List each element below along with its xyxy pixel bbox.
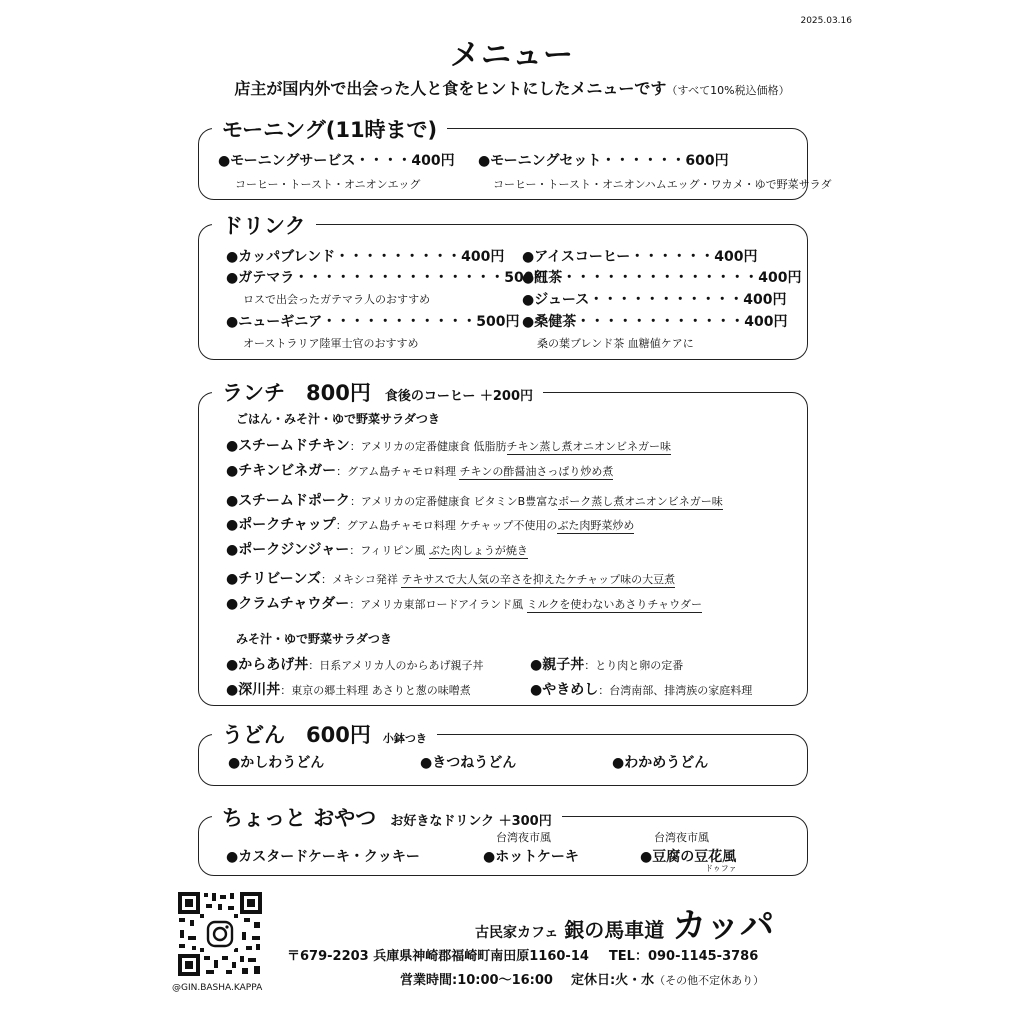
lunch-item-name: ●クラムチャウダー bbox=[226, 596, 350, 612]
lunch-item-name: ●ポークチャップ bbox=[226, 517, 336, 533]
lunch-item bbox=[226, 568, 675, 588]
drink-item: ●ガテマラ・・・・・・・・・・・・・・・500円 bbox=[226, 270, 548, 286]
udon-heading-title: うどん 600円 bbox=[222, 723, 371, 747]
lunch-item-dish: ぶた肉しょうが焼き bbox=[428, 544, 528, 557]
lunch-item-dish: ポーク蒸し煮オニオンビネガー味 bbox=[558, 495, 723, 508]
lunch-item bbox=[226, 539, 528, 559]
morning-item-desc: コーヒー・トースト・オニオンエッグ bbox=[235, 178, 421, 191]
lunch-item bbox=[530, 679, 752, 699]
menu-date: 2025.03.16 bbox=[800, 16, 852, 26]
shop-name bbox=[475, 898, 774, 947]
morning-heading: モーニング(11時まで) bbox=[212, 114, 447, 144]
lunch-item-name: ●からあげ丼 bbox=[226, 657, 309, 673]
shop-address-line bbox=[287, 945, 758, 964]
lunch-item-desc: ：アメリカの定番健康食 低脂肪 bbox=[349, 440, 507, 453]
snack-heading bbox=[212, 802, 562, 832]
drink-item: ●カッパブレンド・・・・・・・・・400円 bbox=[226, 249, 505, 265]
lunch-item bbox=[226, 679, 471, 699]
udon-heading bbox=[212, 719, 437, 749]
page-title: メニュー bbox=[450, 38, 574, 73]
udon-item: ●きつねうどん bbox=[420, 755, 517, 771]
lunch-item-desc: ：アメリカ東部ロードアイランド風 bbox=[349, 598, 527, 611]
snack-item-ruby: ドゥファ bbox=[705, 864, 737, 873]
shop-closed-note: （その他不定休あり） bbox=[654, 974, 765, 987]
lunch-item-name: ●ポークジンジャー bbox=[226, 542, 350, 558]
shop-main-name: 銀の馬車道 bbox=[564, 918, 665, 942]
subtitle-tax-note: （すべて10%税込価格） bbox=[666, 84, 790, 97]
snack-item-origin: 台湾夜市風 bbox=[654, 831, 709, 844]
lunch-heading-title: ランチ 800円 bbox=[222, 381, 371, 405]
morning-item: ●モーニングセット・・・・・・600円 bbox=[478, 153, 729, 169]
morning-item-desc: コーヒー・トースト・オニオンハムエッグ・ワカメ・ゆで野菜サラダ bbox=[493, 178, 832, 191]
lunch-item bbox=[530, 654, 683, 674]
shop-prefix: 古民家カフェ bbox=[475, 925, 559, 941]
lunch-item-desc: ：台湾南部、排湾族の家庭料理 bbox=[598, 684, 753, 697]
shop-hours: 営業時間:10:00～16:00 bbox=[400, 973, 553, 988]
drink-item-desc: ロスで出会ったガテマラ人のおすすめ bbox=[243, 293, 431, 306]
lunch-group2-note: みそ汁・ゆで野菜サラダつき bbox=[236, 632, 392, 646]
drink-item: ●紅茶・・・・・・・・・・・・・・400円 bbox=[522, 270, 802, 286]
lunch-item-desc: ：日系アメリカ人のからあげ親子丼 bbox=[308, 659, 484, 672]
snack-item-origin: 台湾夜市風 bbox=[496, 831, 551, 844]
drink-item-desc: オーストラリア陸軍士官のおすすめ bbox=[243, 337, 419, 350]
lunch-item-desc: ：フィリピン風 bbox=[349, 544, 429, 557]
snack-item: ●豆腐の豆花風 bbox=[640, 849, 737, 865]
instagram-handle[interactable]: @GIN.BASHA.KAPPA bbox=[172, 983, 263, 993]
drink-heading: ドリンク bbox=[212, 210, 316, 240]
drink-item: ●桑健茶・・・・・・・・・・・・400円 bbox=[522, 314, 788, 330]
shop-brand: カッパ bbox=[672, 906, 774, 946]
lunch-item-name: ●スチームドチキン bbox=[226, 438, 350, 454]
lunch-item-desc: ：東京の郷土料理 あさりと葱の味噌煮 bbox=[280, 684, 471, 697]
instagram-qr-code[interactable] bbox=[176, 890, 264, 978]
lunch-item-dish: チキン蒸し煮オニオンビネガー味 bbox=[506, 440, 671, 453]
lunch-item-name: ●チキンビネガー bbox=[226, 463, 337, 479]
lunch-item-dish: ぶた肉野菜炒め bbox=[557, 519, 635, 532]
lunch-item-dish: ミルクを使わないあさりチャウダー bbox=[526, 598, 702, 611]
snack-item: ●カスタードケーキ・クッキー bbox=[226, 849, 420, 865]
udon-item: ●わかめうどん bbox=[612, 755, 709, 771]
shop-closed: 定休日:火・水 bbox=[570, 973, 655, 988]
lunch-item bbox=[226, 435, 671, 455]
lunch-item-name: ●やきめし bbox=[530, 682, 599, 698]
snack-heading-note: お好きなドリンク ＋300円 bbox=[390, 814, 552, 829]
page-subtitle bbox=[0, 76, 1024, 99]
lunch-item-name: ●チリビーンズ bbox=[226, 571, 321, 587]
udon-heading-note: 小鉢つき bbox=[382, 732, 427, 745]
lunch-item-dish: テキサスで大人気の辛さを抑えたケチャップ味の大豆煮 bbox=[401, 573, 676, 586]
lunch-heading bbox=[212, 377, 543, 407]
lunch-item-dish: チキンの酢醤油さっぱり炒め煮 bbox=[459, 465, 614, 478]
lunch-item bbox=[226, 490, 723, 510]
drink-item: ●ニューギニア・・・・・・・・・・・500円 bbox=[226, 314, 520, 330]
subtitle-text: 店主が国内外で出会った人と食をヒントにしたメニューです bbox=[234, 79, 667, 98]
morning-item: ●モーニングサービス・・・・400円 bbox=[218, 153, 455, 169]
shop-hours-line bbox=[400, 969, 764, 988]
lunch-item-desc: ：とり肉と卵の定番 bbox=[584, 659, 684, 672]
drink-item: ●ジュース・・・・・・・・・・・400円 bbox=[522, 292, 787, 308]
lunch-group1-note: ごはん・みそ汁・ゆで野菜サラダつき bbox=[236, 412, 440, 426]
lunch-item-desc: ：グアム島チャモロ料理 bbox=[336, 465, 460, 478]
shop-address: 〒679-2203 兵庫県神崎郡福崎町南田原1160-14 bbox=[287, 949, 589, 964]
lunch-item-name: ●スチームドポーク bbox=[226, 493, 350, 509]
lunch-item bbox=[226, 654, 483, 674]
udon-item: ●かしわうどん bbox=[228, 755, 325, 771]
snack-heading-title: ちょっと おやつ bbox=[222, 806, 377, 830]
lunch-item bbox=[226, 514, 634, 534]
lunch-item bbox=[226, 593, 702, 613]
lunch-item bbox=[226, 460, 613, 480]
lunch-heading-note: 食後のコーヒー ＋200円 bbox=[384, 389, 533, 404]
drink-item: ●アイスコーヒー・・・・・・400円 bbox=[522, 249, 758, 265]
lunch-item-desc: ：アメリカの定番健康食 ビタミンB豊富な bbox=[349, 495, 559, 508]
drink-item-desc: 桑の葉ブレンド茶 血糖値ケアに bbox=[537, 337, 694, 350]
snack-item: ●ホットケーキ bbox=[483, 849, 579, 865]
lunch-item-name: ●親子丼 bbox=[530, 657, 585, 673]
lunch-item-desc: ：グアム島チャモロ料理 ケチャップ不使用の bbox=[335, 519, 558, 532]
shop-tel: TEL：090-1145-3786 bbox=[608, 949, 759, 964]
lunch-item-name: ●深川丼 bbox=[226, 682, 281, 698]
lunch-item-desc: ：メキシコ発祥 bbox=[320, 573, 402, 586]
